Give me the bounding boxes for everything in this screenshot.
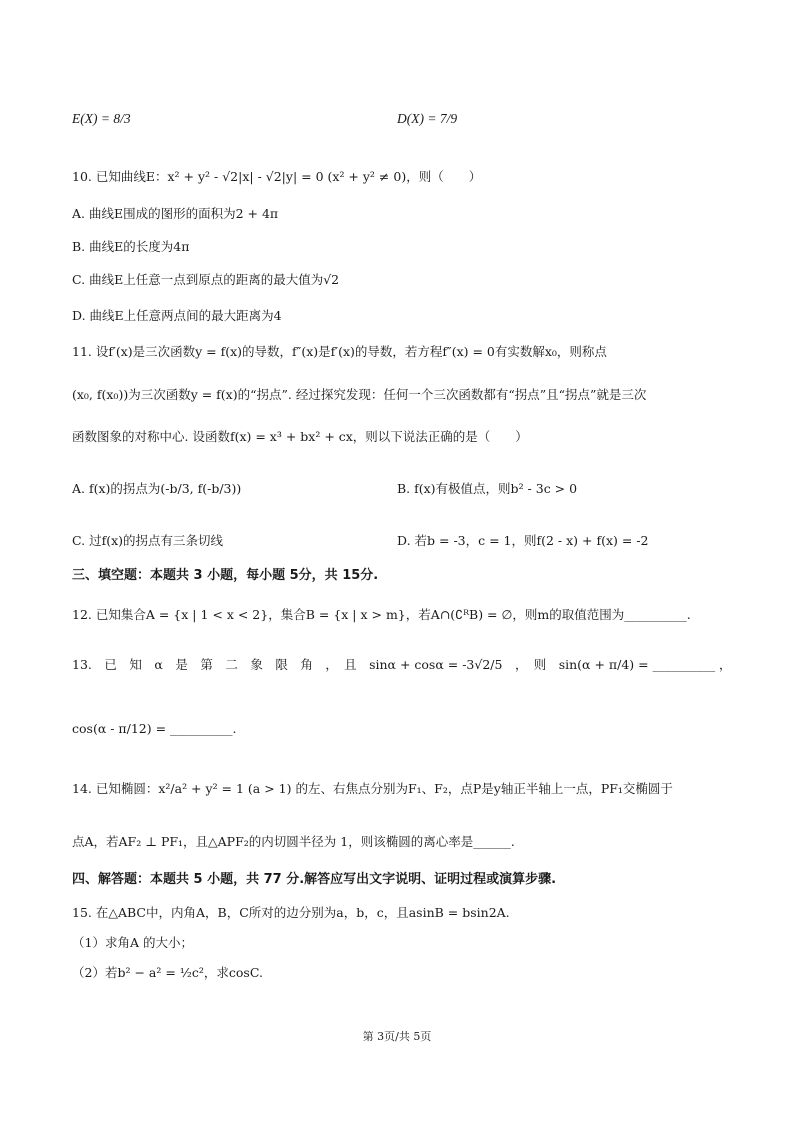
q11-option-d: D. 若b = -3，c = 1，则f(2 - x) + f(x) = -2: [397, 533, 649, 548]
q11-option-c: C. 过f(x)的拐点有三条切线: [72, 533, 223, 548]
q15-stem: 15. 在△ABC中，内角A，B，C所对的边分别为a，b，c，且asinB = bsin2A.: [72, 905, 510, 920]
q10-option-c: C. 曲线E上任意一点到原点的距离的最大值为√2: [72, 272, 340, 287]
q10-option-d: D. 曲线E上任意两点间的最大距离为4: [72, 308, 282, 323]
section-3-heading: 三、填空题：本题共 3 小题，每小题 5分，共 15分.: [72, 568, 379, 583]
q15-part-1: （1）求角A 的大小；: [72, 935, 193, 950]
q11-option-a: A. f(x)的拐点为(-b/3, f(-b/3)): [72, 481, 242, 496]
q10-stem: 10. 已知曲线E：x² + y² - √2|x| - √2|y| = 0 (x² + y² ≠ 0)，则（ ）: [72, 169, 482, 184]
q12-text: 12. 已知集合A = {x | 1 < x < 2}，集合B = {x | x > m}，若A∩(∁ᴿB) = ∅，则m的取值范围为__________.: [72, 607, 691, 622]
q10-option-a: A. 曲线E围成的图形的面积为2 + 4π: [72, 206, 279, 221]
option-9c: E(X) = 8/3: [72, 111, 131, 126]
page-footer: 第 3页/共 5页: [362, 1030, 432, 1043]
q13-line-1: 13. 已 知 α 是 第 二 象 限 角 ， 且 sinα + cosα = -3√2/5 ， 则 sin(α + π/4) = __________ ，: [72, 657, 732, 672]
q14-line-2: 点A，若AF₂ ⊥ PF₁，且△APF₂的内切圆半径为 1，则该椭圆的离心率是______.: [72, 834, 515, 849]
section-4-heading: 四、解答题：本题共 5 小题，共 77 分.解答应写出文字说明、证明过程或演算步骤.: [72, 872, 557, 887]
q10-option-b: B. 曲线E的长度为4π: [72, 239, 190, 254]
q11-line-1: 11. 设f′(x)是三次函数y = f(x)的导数，f″(x)是f′(x)的导数，若方程f″(x) = 0有实数解x₀，则称点: [72, 344, 607, 359]
q14-line-1: 14. 已知椭圆：x²/a² + y² = 1 (a > 1) 的左、右焦点分别为F₁、F₂，点P是y轴正半轴上一点，PF₁交椭圆于: [72, 781, 673, 796]
q15-part-2: （2）若b² − a² = ½c²，求cosC.: [72, 965, 263, 980]
q11-line-3: 函数图象的对称中心. 设函数f(x) = x³ + bx² + cx，则以下说法正确的是（ ）: [72, 429, 528, 444]
option-9d: D(X) = 7/9: [397, 111, 458, 126]
q11-option-b: B. f(x)有极值点，则b² - 3c > 0: [397, 481, 578, 496]
q11-line-2: (x₀, f(x₀))为三次函数y = f(x)的“拐点”. 经过探究发现：任何一个三次函数都有“拐点”且“拐点”就是三次: [72, 387, 647, 402]
q13-line-2: cos(α - π/12) = __________.: [72, 721, 237, 736]
